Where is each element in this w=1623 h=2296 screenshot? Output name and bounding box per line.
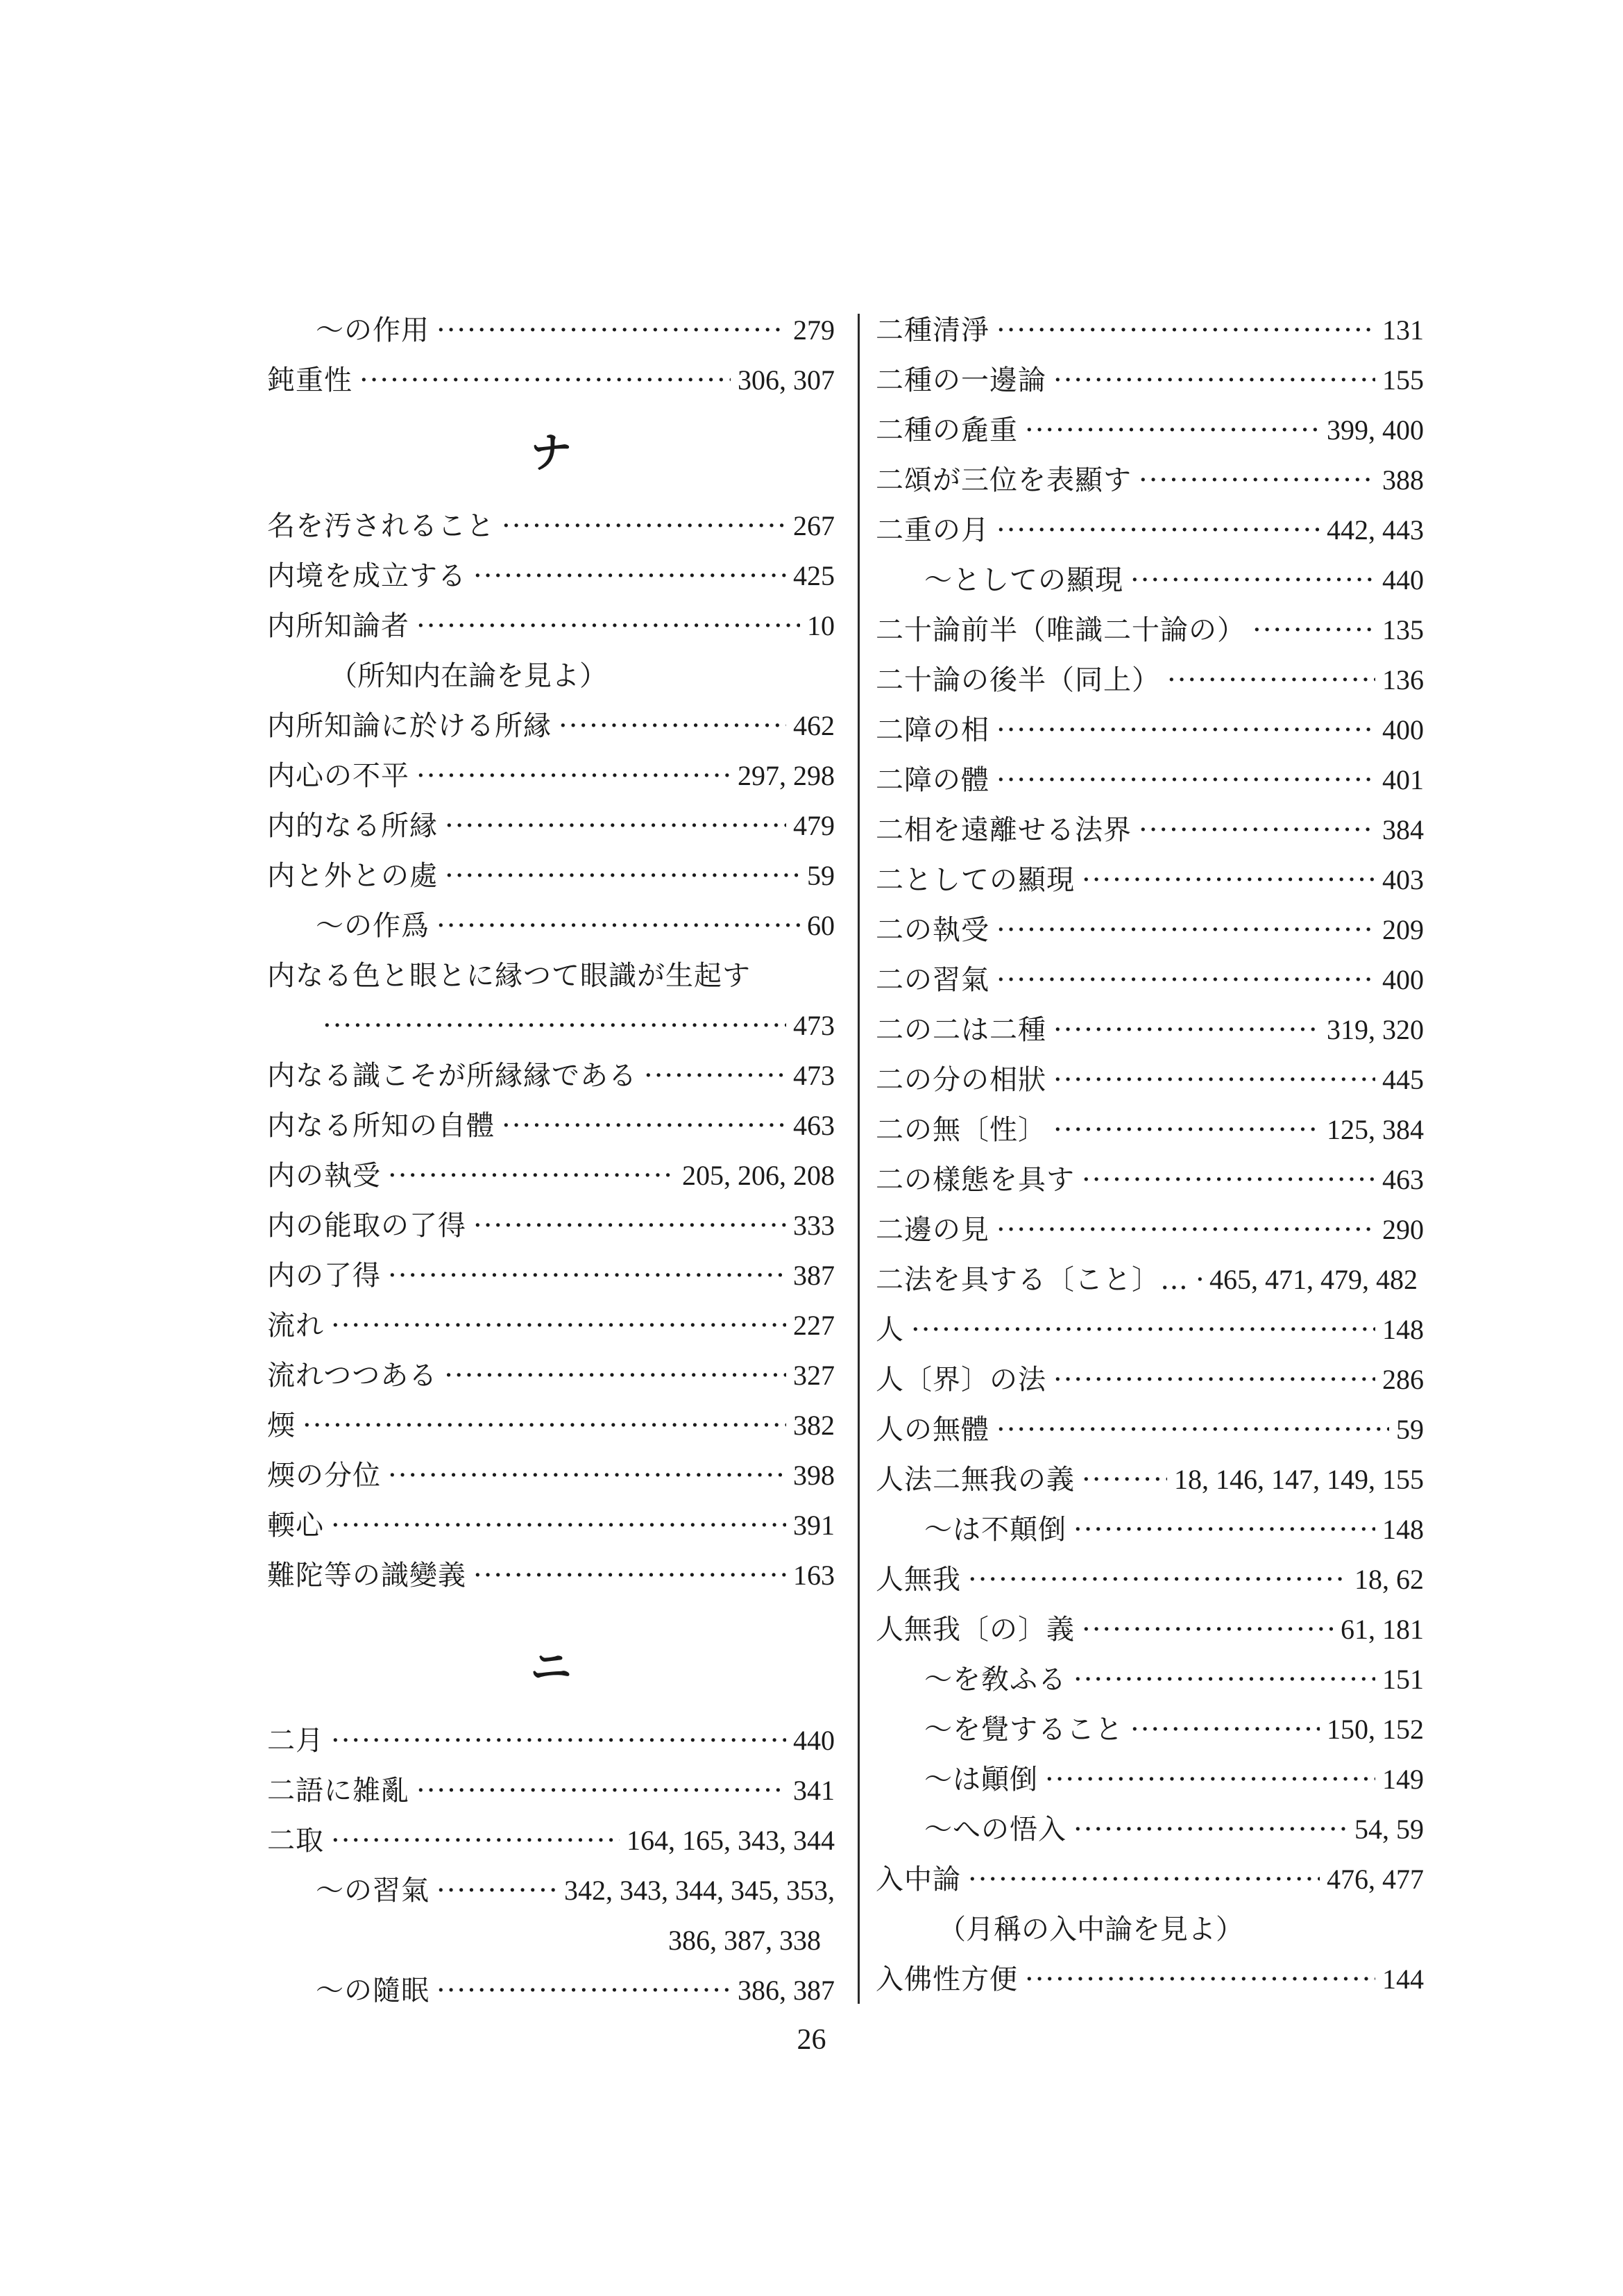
index-entry [876,955,1424,1005]
entry-term: 〜の隨眠 [316,1975,430,2007]
dot-leader [996,1205,1375,1255]
cross-reference-note: （所知内在論を見よ） [330,660,607,692]
entry-term: 二重の月 [876,514,989,546]
index-entry [267,1351,835,1401]
entry-pages: 463 [793,1110,835,1141]
index-entry [267,1301,835,1351]
index-entry [876,1105,1424,1155]
entry-term: 人〔界〕の法 [876,1364,1046,1396]
entry-term: 二種清淨 [876,314,989,346]
dot-leader [1196,1255,1203,1305]
entry-term: 内的なる所縁 [267,810,438,842]
entry-term: 内の執受 [267,1160,381,1192]
index-entry [267,1101,835,1151]
dot-leader [1073,1505,1375,1555]
dot-leader [303,1401,786,1451]
entry-pages: 387 [793,1260,835,1291]
entry-pages: 333 [793,1210,835,1241]
index-entry [876,1005,1424,1055]
entry-pages: 290 [1382,1214,1424,1245]
dot-leader [1082,1455,1167,1505]
cross-reference-note: （月稱の入中論を見よ） [938,1914,1243,1945]
entry-term: 二種の麁重 [876,414,1018,446]
index-entry [876,1155,1424,1205]
entry-pages: 151 [1382,1664,1424,1695]
entry-term: 輭心 [267,1510,324,1542]
index-entry [267,801,835,851]
entry-term: 人 [876,1314,904,1346]
dot-leader [445,801,786,851]
dot-leader [996,755,1375,805]
entry-term: 内境を成立する [267,560,466,592]
dot-leader [996,955,1375,1005]
index-entry [267,501,835,551]
dot-leader [416,601,800,651]
entry-pages: 400 [1382,714,1424,745]
entry-term: 内の了得 [267,1260,381,1292]
entry-term: 二語に雑亂 [267,1775,409,1807]
dot-leader [1053,1355,1375,1405]
index-entry [267,1501,835,1551]
entry-pages: 382 [793,1410,835,1441]
entry-term: 内と外との處 [267,860,438,892]
entry-term: 〜への悟入 [924,1814,1067,1846]
entry-term: 二の無〔性〕 [876,1114,1046,1146]
index-entry [267,1251,835,1301]
entry-pages: 205, 206, 208 [682,1160,835,1191]
index-entry [267,951,835,1001]
entry-pages: 319, 320 [1327,1014,1424,1045]
entry-pages: 18, 62 [1354,1564,1424,1595]
entry-term: 二の分の相狀 [876,1064,1046,1096]
page-number: 26 [797,2024,826,2056]
dot-leader [436,901,800,951]
dot-leader [502,501,786,551]
entry-pages: 60 [807,910,835,941]
entry-pages: 440 [1382,564,1424,596]
entry-term: 二十論前半（唯識二十論の） [876,614,1246,646]
entry-pages: 149 [1382,1764,1424,1795]
index-entry [876,905,1424,955]
index-entry [876,505,1424,555]
entry-pages: 125, 384 [1327,1114,1424,1145]
entry-term: 内なる識こそが所縁縁である [267,1060,637,1092]
index-entry [267,1716,835,1766]
dot-leader [444,1351,786,1401]
index-entry [876,1555,1424,1605]
entry-term: 〜を覺すること [924,1714,1123,1746]
dot-leader [331,1816,620,1866]
entry-term: 二法を具する〔こと〕… [876,1264,1189,1296]
index-entry [876,405,1424,455]
index-entry [876,1955,1424,2004]
dot-leader [1053,1005,1320,1055]
index-entry [267,851,835,901]
dot-leader [1130,555,1375,605]
entry-term: 内所知論に於ける所縁 [267,710,552,742]
entry-pages: 209 [1382,914,1424,945]
index-entry [876,1255,1424,1305]
dot-leader [473,1551,786,1601]
index-entry [876,1405,1424,1455]
index-entry [876,1505,1424,1555]
index-entry [267,551,835,601]
dot-leader [911,1305,1375,1355]
entry-pages: 150, 152 [1327,1714,1424,1745]
entry-pages: 463 [1382,1164,1424,1195]
index-entry [876,605,1424,655]
entry-pages: 135 [1382,614,1424,645]
dot-leader [1073,1655,1375,1705]
dot-leader [445,851,800,901]
dot-leader [1025,405,1320,455]
dot-leader [1139,805,1375,855]
index-entry [876,455,1424,505]
dot-leader [1073,1805,1348,1855]
entry-pages: 148 [1382,1514,1424,1545]
entry-pages: 144 [1382,1964,1424,1995]
dot-leader [1252,605,1375,655]
entry-term: 二邊の見 [876,1214,989,1246]
dot-leader [388,1451,786,1501]
dot-leader [1139,455,1375,505]
dot-leader [473,551,786,601]
dot-leader [436,1866,557,1916]
entry-pages: 267 [793,510,835,541]
entry-pages: 388 [1382,464,1424,496]
dot-leader [1167,655,1375,705]
entry-pages: 164, 165, 343, 344 [627,1825,835,1856]
entry-term: 名を汚されること [267,510,495,542]
dot-leader [1045,1755,1375,1805]
entry-term: 人無我〔の〕義 [876,1614,1075,1646]
index-entry [267,1401,835,1451]
entry-term: 内心の不平 [267,760,409,792]
entry-pages: 462 [793,710,835,741]
entry-pages: 384 [1382,814,1424,845]
index-entry [876,705,1424,755]
entry-term: 〜の作用 [316,314,430,346]
index-entry [876,1605,1424,1655]
index-entry [267,1551,835,1601]
index-entry [876,555,1424,605]
dot-leader [996,305,1375,355]
dot-leader [331,1501,786,1551]
dot-leader [1025,1955,1375,2004]
entry-term: 〜は不顛倒 [924,1514,1067,1546]
dot-leader [1082,1155,1375,1205]
entry-pages-continuation: 386, 387, 338 [668,1925,821,1956]
entry-term: 内の能取の了得 [267,1210,466,1242]
dot-leader [388,1251,786,1301]
dot-leader [1053,1105,1320,1155]
entry-pages: 163 [793,1560,835,1591]
entry-pages: 10 [807,610,835,641]
entry-pages: 155 [1382,364,1424,396]
entry-term: 煗の分位 [267,1460,381,1492]
section-heading-na: ナ [530,429,572,478]
entry-term: 二障の相 [876,714,989,746]
entry-term: 二の執受 [876,914,989,946]
index-entry [267,355,835,405]
entry-pages: 341 [793,1775,835,1806]
entry-pages: 425 [793,560,835,591]
entry-pages: 473 [793,1010,835,1041]
dot-leader [644,1051,786,1101]
index-entry [267,1201,835,1251]
entry-pages: 386, 387 [738,1975,835,2006]
index-entry [876,805,1424,855]
entry-term: 二の樣態を具す [876,1164,1075,1196]
index-entry [267,601,835,651]
entry-term: 人無我 [876,1564,961,1596]
entry-pages: 279 [793,314,835,346]
entry-term: 鈍重性 [267,364,352,396]
dot-leader [996,905,1375,955]
dot-leader [1082,1605,1334,1655]
entry-pages: 401 [1382,764,1424,795]
right-column [876,305,1424,2004]
dot-leader [436,305,786,355]
entry-term: 〜の作爲 [316,910,430,942]
entry-term: 二相を遠離せる法界 [876,814,1132,846]
dot-leader [996,505,1320,555]
entry-pages: 445 [1382,1064,1424,1095]
entry-pages: 342, 343, 344, 345, 353, [564,1875,835,1906]
index-entry [267,1151,835,1201]
entry-pages: 59 [807,860,835,891]
dot-leader [559,701,786,751]
entry-pages: 297, 298 [738,760,835,791]
entry-pages: 61, 181 [1341,1614,1424,1645]
dot-leader [388,1151,675,1201]
index-entry [876,1655,1424,1705]
index-entry [267,1966,835,2016]
dot-leader [1053,355,1375,405]
dot-leader [996,705,1375,755]
index-entry [876,1705,1424,1755]
index-entry [876,655,1424,705]
index-entry [267,1816,835,1866]
entry-term: 入中論 [876,1864,961,1896]
entry-pages: 479 [793,810,835,841]
section-heading-ni: ニ [530,1644,572,1692]
index-entry [267,305,835,355]
dot-leader [1053,1055,1375,1105]
dot-leader [968,1555,1348,1605]
entry-pages: 442, 443 [1327,514,1424,546]
dot-leader [473,1201,786,1251]
dot-leader [502,1101,786,1151]
entry-term: 〜は顚倒 [924,1764,1038,1796]
dot-leader [359,355,731,405]
index-entry [876,305,1424,355]
dot-leader [331,1301,786,1351]
entry-pages: 286 [1382,1364,1424,1395]
entry-term: 内なる色と眼とに縁つて眼識が生起す [267,960,751,992]
dot-leader [996,1405,1389,1455]
dot-leader [323,1001,786,1051]
entry-term: 〜を敎ふる [924,1664,1067,1696]
entry-pages: 306, 307 [738,364,835,396]
entry-pages: 18, 146, 147, 149, 155 [1174,1464,1424,1495]
entry-pages: 398 [793,1460,835,1491]
entry-term: 二の二は二種 [876,1014,1046,1046]
entry-term: 〜の習氣 [316,1875,430,1907]
entry-pages: 476, 477 [1327,1864,1424,1895]
entry-term: 〜としての顯現 [924,564,1123,596]
entry-term: 流れつつある [267,1360,438,1392]
index-entry [876,355,1424,405]
index-entry [267,1866,835,1916]
entry-pages: 148 [1382,1314,1424,1345]
entry-term: 流れ [267,1310,324,1342]
entry-term: 二の習氣 [876,964,989,996]
index-entry [876,1205,1424,1255]
entry-pages: 403 [1382,864,1424,895]
index-entry [876,1455,1424,1505]
index-entry [267,1001,835,1051]
entry-term: 煗 [267,1410,296,1442]
index-entry [876,1855,1424,1905]
entry-pages: 473 [793,1060,835,1091]
entry-term: 二月 [267,1725,324,1757]
entry-pages: 136 [1382,664,1424,695]
index-entry [876,755,1424,805]
index-entry [267,1766,835,1816]
entry-pages: 327 [793,1360,835,1391]
dot-leader [968,1855,1320,1905]
entry-term: 入佛性方便 [876,1964,1018,1995]
entry-term: 二種の一邊論 [876,364,1046,396]
left-column [267,305,835,2016]
index-entry [267,751,835,801]
dot-leader [331,1716,786,1766]
entry-pages: 131 [1382,314,1424,346]
index-entry [267,701,835,751]
entry-pages: 440 [793,1725,835,1756]
entry-pages: 54, 59 [1354,1814,1424,1845]
entry-term: 二取 [267,1825,324,1857]
entry-term: 内所知論者 [267,610,409,642]
entry-pages: 227 [793,1310,835,1341]
entry-term: 二十論の後半（同上） [876,664,1160,696]
index-entry [876,1755,1424,1805]
index-entry [876,855,1424,905]
index-entry [267,1051,835,1101]
entry-term: 人法二無我の義 [876,1464,1075,1496]
entry-term: 二頌が三位を表顯す [876,464,1132,496]
entry-term: 二障の體 [876,764,989,796]
entry-term: 内なる所知の自體 [267,1110,495,1142]
dot-leader [416,751,731,801]
index-entry [876,1805,1424,1855]
index-entry [267,1451,835,1501]
entry-term: 難陀等の識變義 [267,1560,466,1592]
index-entry [876,1055,1424,1105]
column-divider [858,314,860,2004]
entry-pages: 59 [1396,1414,1424,1445]
index-entry [267,901,835,951]
index-entry [876,1305,1424,1355]
dot-leader [416,1766,786,1816]
entry-term: 人の無體 [876,1414,989,1446]
dot-leader [436,1966,731,2016]
entry-pages: 399, 400 [1327,414,1424,446]
entry-pages: 465, 471, 479, 482 [1209,1264,1418,1295]
entry-term: 二としての顯現 [876,864,1075,896]
dot-leader [1082,855,1375,905]
entry-pages: 391 [793,1510,835,1541]
entry-pages: 400 [1382,964,1424,995]
dot-leader [1130,1705,1320,1755]
index-entry [876,1355,1424,1405]
